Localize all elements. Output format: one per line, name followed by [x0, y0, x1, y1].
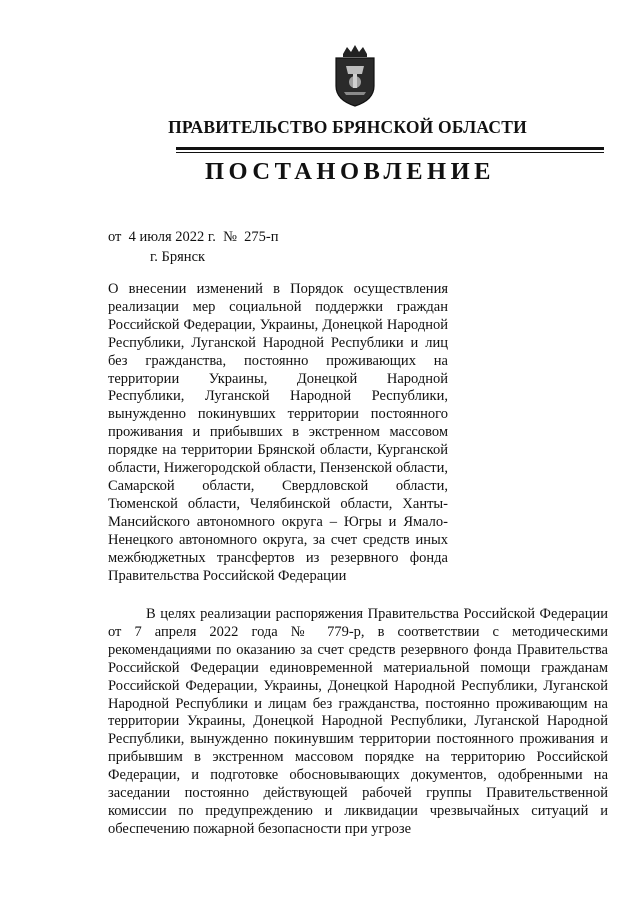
header-rule-thick: [176, 147, 604, 150]
document-subject: О внесении изменений в Порядок осуществления реализации мер социальной поддержки граждан Российской Федерации, Украины, Донецкой Народной Республики, Луганской Народной Республики и лиц без гражданства, постоянно проживающих на территории Украины, Донецкой Народной Республики, Луганской Народной Республики, вынужденно покинувших территории постоянного проживания и прибывших в экстренном массовом порядке на территории Брянской области, Курганской области, Нижегородской области, Пензенской области, Самарской области, Свердловской области, Тюменской области, Челябинской области, Ханты-Мансийского автономного округа – Югры и Ямало-Ненецкого автономного округа, за счет средств иных межбюджетных трансфертов из резервного фонда Правительства Российской Федерации: [108, 281, 448, 584]
document-type-title: ПОСТАНОВЛЕНИЕ: [205, 158, 495, 185]
city: г. Брянск: [150, 249, 206, 265]
body-paragraph: В целях реализации распоряжения Правительства Российской Федерации от 7 апреля 2022 года № 779-р, в соответствии с методическими рекомендациями по оказанию за счет средств резервного фонда Правительства Российской Федерации единовременной материальной помощи гражданам Российской Федерации, Украины, Донецкой Народной Республики, Луганской Народной Республики и лицам без гражданства, постоянно проживающим на территории Украины, Донецкой Народной Республики, Луганской Народной Республики, вынужденно покинувшим территории постоянного проживания и прибывшим в экстренном массовом порядке на территорию Российской Федерации, и подготовке обосновывающих документов, одобренными на заседании постоянно действующей рабочей группы Правительственной комиссии по предупреждению и ликвидации чрезвычайных ситуаций и обеспечению пожарной безопасности при угрозе: [108, 606, 608, 837]
government-title: ПРАВИТЕЛЬСТВО БРЯНСКОЙ ОБЛАСТИ: [168, 117, 527, 137]
header-rule-thin: [176, 152, 604, 153]
date-and-number: от 4 июля 2022 г. № 275-п: [108, 229, 279, 245]
coat-of-arms-icon: [326, 44, 384, 108]
